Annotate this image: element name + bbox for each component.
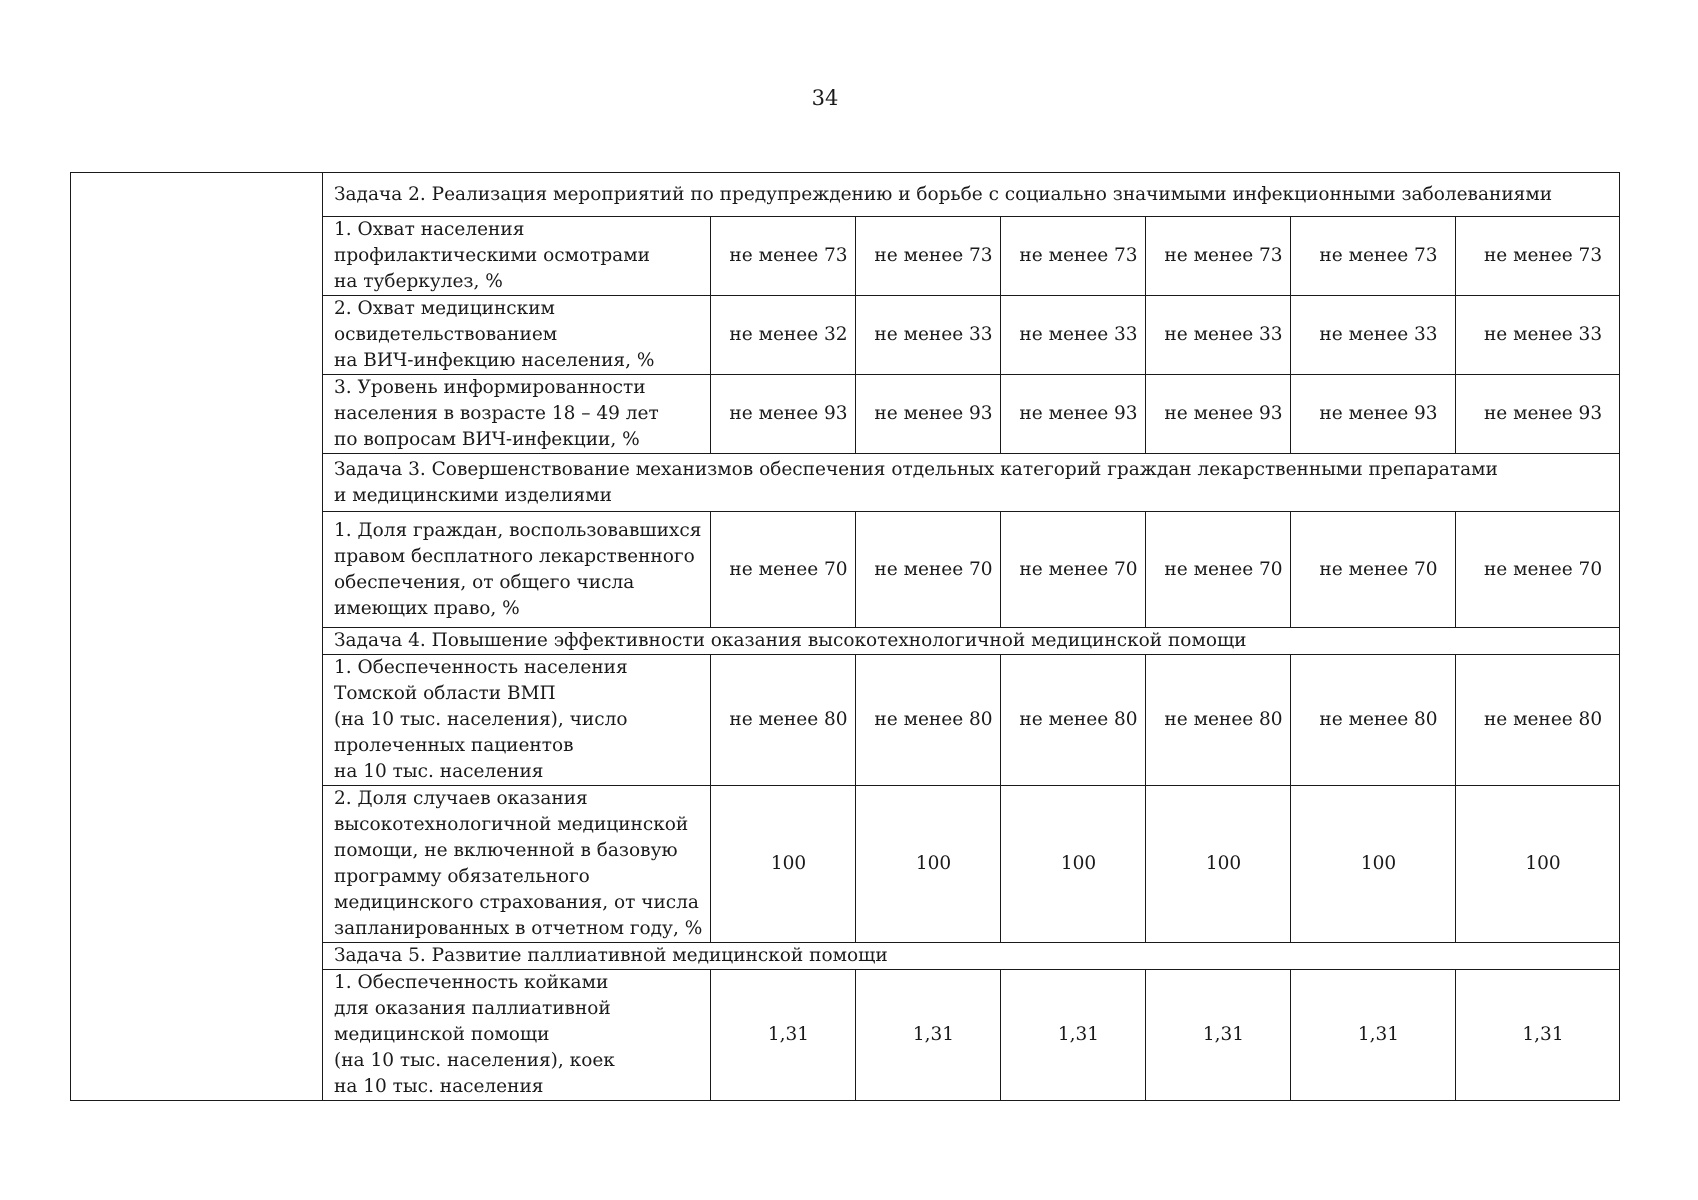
indicator-name-line: 1. Обеспеченность койками	[334, 972, 609, 993]
indicator-value-cell: 1,31	[1146, 970, 1291, 1101]
indicator-name-line: имеющих право, %	[334, 597, 520, 619]
indicator-value-cell: 1,31	[856, 970, 1001, 1101]
task-heading-cell	[323, 628, 1620, 655]
task-heading-line: Задача 2. Реализация мероприятий по предупреждению и борьбе с социально значимыми инфекционными заболеваниями	[334, 183, 1553, 205]
indicator-value-cell: не менее 93	[1291, 375, 1456, 454]
indicator-name-cell	[323, 296, 711, 375]
indicator-value-cell: не менее 32	[711, 296, 856, 375]
indicator-value-cell: 1,31	[1001, 970, 1146, 1101]
indicator-value-cell: 100	[1456, 786, 1620, 943]
indicator-value-cell: не менее 80	[856, 655, 1001, 786]
indicator-name-line: помощи, не включенной в базовую	[334, 840, 678, 861]
indicator-name-line: медицинской помощи	[334, 1024, 550, 1045]
page-number: 34	[811, 86, 839, 110]
indicator-name-line: освидетельствованием	[334, 324, 558, 345]
indicator-value-cell: не менее 70	[1456, 512, 1620, 628]
indicator-value-cell: 1,31	[1456, 970, 1620, 1101]
indicator-value-cell: не менее 93	[1001, 375, 1146, 454]
indicator-name-line: медицинского страхования, от числа	[334, 892, 699, 913]
indicator-name-cell	[323, 512, 711, 628]
indicator-name-line: пролеченных пациентов	[334, 735, 574, 756]
indicator-value-cell: не менее 93	[856, 375, 1001, 454]
indicator-name-line: населения в возрасте 18 – 49 лет	[334, 403, 659, 424]
indicator-name-line: запланированных в отчетном году, %	[334, 918, 703, 939]
task-heading-line: и медицинскими изделиями	[334, 484, 612, 506]
indicator-value-cell: не менее 80	[711, 655, 856, 786]
indicator-name-line: 3. Уровень информированности	[334, 377, 646, 398]
task-heading-cell	[323, 943, 1620, 970]
task-heading-line: Задача 5. Развитие паллиативной медицинской помощи	[334, 945, 888, 966]
indicators-table	[70, 172, 1620, 1101]
indicator-value-cell: не менее 80	[1291, 655, 1456, 786]
indicator-name-line: программу обязательного	[334, 866, 590, 887]
indicator-name-line: Томской области ВМП	[334, 683, 556, 704]
indicator-value-cell: не менее 33	[1456, 296, 1620, 375]
indicator-value-cell: не менее 80	[1001, 655, 1146, 786]
indicator-name-line: правом бесплатного лекарственного	[334, 545, 695, 567]
indicator-name-line: высокотехнологичной медицинской	[334, 814, 689, 835]
indicator-value-cell: 100	[856, 786, 1001, 943]
indicator-value-cell: 100	[1001, 786, 1146, 943]
indicator-value-cell: 1,31	[1291, 970, 1456, 1101]
indicator-name-line: профилактическими осмотрами	[334, 245, 650, 266]
indicator-name-line: на ВИЧ-инфекцию населения, %	[334, 350, 655, 371]
indicator-value-cell: 100	[711, 786, 856, 943]
indicator-value-cell: 100	[1291, 786, 1456, 943]
indicator-name-cell	[323, 970, 711, 1101]
indicator-value-cell: не менее 93	[1456, 375, 1620, 454]
indicator-name-line: по вопросам ВИЧ-инфекции, %	[334, 429, 640, 450]
indicator-value-cell: не менее 93	[1146, 375, 1291, 454]
indicator-name-line: (на 10 тыс. населения), число	[334, 709, 628, 730]
indicator-name-line: на 10 тыс. населения	[334, 1076, 544, 1097]
indicator-value-cell: не менее 33	[1291, 296, 1456, 375]
indicator-name-cell	[323, 786, 711, 943]
indicator-value-cell: не менее 70	[711, 512, 856, 628]
indicator-value-cell: не менее 33	[856, 296, 1001, 375]
task-row	[71, 173, 1620, 217]
indicator-value-cell: не менее 70	[1001, 512, 1146, 628]
task-heading-cell	[323, 173, 1620, 217]
indicator-name-line: для оказания паллиативной	[334, 998, 611, 1019]
indicator-name-line: на туберкулез, %	[334, 271, 503, 292]
indicator-name-line: (на 10 тыс. населения), коек	[334, 1050, 615, 1071]
indicator-name-line: 2. Охват медицинским	[334, 298, 555, 319]
indicator-value-cell: не менее 33	[1001, 296, 1146, 375]
indicator-name-cell	[323, 375, 711, 454]
indicator-value-cell: не менее 73	[1291, 217, 1456, 296]
task-heading-line: Задача 3. Совершенствование механизмов обеспечения отдельных категорий граждан лекарственными препаратами	[334, 458, 1498, 480]
empty-left-column-cell	[71, 173, 323, 1101]
indicator-value-cell: не менее 80	[1146, 655, 1291, 786]
indicator-name-line: 2. Доля случаев оказания	[334, 788, 588, 809]
table-body	[71, 173, 1620, 1101]
indicator-value-cell: не менее 70	[1291, 512, 1456, 628]
task-heading-cell	[323, 454, 1620, 512]
indicator-value-cell: 1,31	[711, 970, 856, 1101]
indicator-name-line: на 10 тыс. населения	[334, 761, 544, 782]
indicator-name-line: обеспечения, от общего числа	[334, 571, 635, 593]
indicator-name-cell	[323, 655, 711, 786]
indicator-value-cell: не менее 80	[1456, 655, 1620, 786]
indicator-value-cell: не менее 70	[1146, 512, 1291, 628]
indicator-value-cell: не менее 73	[1146, 217, 1291, 296]
indicator-value-cell: не менее 93	[711, 375, 856, 454]
indicator-value-cell: не менее 33	[1146, 296, 1291, 375]
indicator-value-cell: не менее 73	[856, 217, 1001, 296]
indicator-name-line: 1. Охват населения	[334, 219, 525, 240]
indicator-value-cell: не менее 73	[1456, 217, 1620, 296]
indicator-value-cell: 100	[1146, 786, 1291, 943]
indicator-name-line: 1. Обеспеченность населения	[334, 657, 628, 678]
indicator-name-cell	[323, 217, 711, 296]
indicator-value-cell: не менее 70	[856, 512, 1001, 628]
task-heading-line: Задача 4. Повышение эффективности оказания высокотехнологичной медицинской помощи	[334, 630, 1247, 651]
indicator-value-cell: не менее 73	[711, 217, 856, 296]
indicator-name-line: 1. Доля граждан, воспользовавшихся	[334, 519, 702, 541]
indicator-value-cell: не менее 73	[1001, 217, 1146, 296]
